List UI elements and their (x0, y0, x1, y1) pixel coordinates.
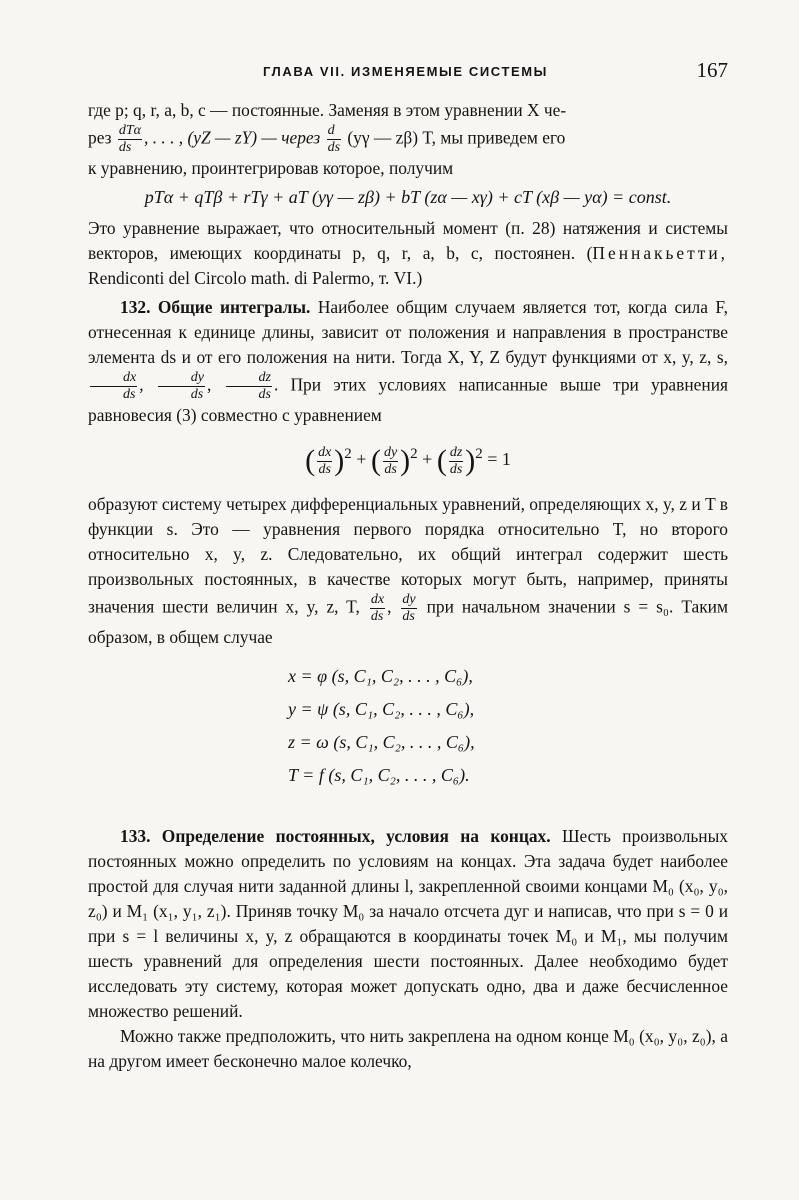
section-132-title: 132. Общие интегралы. (120, 297, 311, 317)
fraction-numerator: dz (226, 370, 272, 387)
text-fragment: , . . . , (yZ — zY) — через (144, 127, 321, 148)
fraction-denominator: ds (370, 609, 384, 624)
text-line: к уравнению, проинтегрировав которое, получим (88, 158, 454, 178)
text-fragment: Наиболее общим случаем является тот, когда сила F, отнесенная к единице длины, зависит от положения и направления в пространстве элемента ds и от его положения на нити. Тогда X, Y, Z будут функциями от x, y, z, s, (88, 297, 728, 367)
page-number: 167 (696, 58, 728, 82)
paragraph-four-equations: образуют систему четырех дифференциальных уравнений, определяющих x, y, z и T в функции s. Это — уравнения первого порядка относительно T, но второго относительно x, y, z. Следовательно, их общий интеграл содержит шесть произвольных постоянных, в качестве которых могут быть, например, приняты значения шести величин x, y, z, T, $\frac{dx}{ds}$ , $\frac{dy}{ds}$ при начальном значении s = s₀. Таким образом, в общем случае (88, 494, 728, 647)
paragraph-constants-line1 (88, 98, 728, 123)
fraction-numerator: dx (318, 444, 332, 460)
fraction-dy-ds (158, 370, 205, 403)
fraction-numerator: dx (370, 592, 385, 607)
fraction-d-ds (327, 123, 341, 156)
fraction-dx-ds (317, 445, 332, 478)
fraction-numerator: dx (90, 370, 137, 387)
fraction-denominator: ds (384, 461, 397, 477)
text-fragment: Можно также предположить, что нить закреплена на одном конце M₀ (x₀, y₀, z₀), а на другом имеет бесконечно малое колечко, (88, 1026, 728, 1071)
paragraph-ring-end (88, 1024, 728, 1074)
solution-x: x = φ (s, C₁, C₂, . . . , C₆), (288, 666, 473, 686)
fraction-numerator: dy (402, 592, 416, 607)
fraction-numerator: dy (158, 370, 205, 387)
page-body (88, 98, 728, 1074)
text-fragment: Rendiconti del Circolo math. di Palermo, т. VI.) (88, 268, 423, 288)
formula-rhs: = 1 (487, 449, 511, 470)
text-fragment: (yγ — zβ) T, мы приведем его (347, 127, 566, 148)
fraction-dy-ds (383, 445, 398, 478)
section-133-title: 133. Определение постоянных, условия на концах. (120, 826, 551, 846)
text-line: где p; q, r, a, b, c — постоянные. Заменяя в этом уравнении X че- (88, 100, 567, 120)
solution-z: z = ω (s, C₁, C₂, . . . , C₆), (288, 732, 475, 752)
fraction-denominator: ds (402, 609, 415, 624)
paragraph-constants-line3 (88, 156, 728, 181)
fraction-numerator: dz (449, 444, 463, 460)
fraction-numerator: dy (383, 444, 398, 460)
fraction-denominator: ds (123, 387, 136, 402)
fraction-numerator: dTα (118, 123, 141, 138)
fraction-denominator: ds (449, 461, 463, 477)
fraction-dz-ds (226, 370, 272, 403)
formula-integral-const: pTα + qTβ + rTγ + aT (yγ — zβ) + bT (zα — xγ) + cT (xβ — yα) = const. (144, 187, 672, 207)
fraction-denominator: ds (318, 461, 331, 477)
section-133 (88, 824, 728, 1024)
fraction-denominator: ds (327, 140, 341, 155)
running-title: ГЛАВА VII. ИЗМЕНЯЕМЫЕ СИСТЕМЫ (263, 64, 549, 79)
fraction-denominator: ds (118, 140, 132, 155)
fraction-numerator: d (327, 123, 341, 140)
text-fragment: при начальном значении s = s₀. Таким образом, в общем случае (88, 596, 728, 647)
fraction-denominator: ds (258, 387, 271, 402)
author-name: Пеннакьетти, (592, 243, 728, 263)
text-fragment: образуют систему четырех дифференциальных уравнений, определяющих x, y, z и T в функции s. Это — уравнения первого порядка относительно T, но второго относительно x, y, z. Следовательно, их общий интеграл содержит шесть произвольных постоянных, в качестве которых могут быть, например, приняты значения шести величин x, y, z, T, (88, 494, 728, 617)
solution-T: T = f (s, C₁, C₂, . . . , C₆). (288, 765, 470, 785)
formula-unit-tangent: ( $\frac{dx}{ds}$ )$^2$ + ( $\frac{dy}{ds}$ )$^2$ + ( $\frac{dz}{ds}$ )$^2$ = 1 (305, 444, 511, 477)
fraction-dy-ds (401, 592, 416, 625)
section-132: 132. Общие интегралы. Наиболее общим случаем является тот, когда сила F, отнесенная к единице длины, зависит от положения и направления в пространстве элемента ds и от его положения на нити. Тогда X, Y, Z будут функциями от x, y, z, s, $\frac{dx}{ds}$ , $\frac{dy}{ds}$ , $\frac{dz}{ds}$ . При этих условиях написанные выше три уравнения равновесия (3) совместно с уравнением (88, 297, 728, 425)
fraction-dx-ds (370, 592, 385, 625)
text-fragment: При этих условиях написанные выше три уравнения равновесия (3) совместно с уравнением (88, 374, 728, 425)
paragraph-constants-line2 (88, 123, 728, 156)
solution-y: y = ψ (s, C₁, C₂, . . . , C₆), (288, 699, 475, 719)
text-fragment: Это уравнение выражает, что относительный момент (п. 28) натяжения и системы векторов, имеющих координаты p, q, r, a, b, c, постоянен. ( (88, 218, 728, 263)
paragraph-relative-moment (88, 216, 728, 291)
fraction-dTalpha-ds (118, 123, 142, 156)
fraction-dx-ds (90, 370, 137, 403)
page-header (88, 58, 728, 84)
general-solution-list (288, 660, 728, 792)
text-fragment: Шесть произвольных постоянных можно определить по условиям на концах. Эта задача будет наиболее простой для случая нити заданной длины l, закрепленной своими концами M₀ (x₀, y₀, z₀) и M₁ (x₁, y₁, z₁). Приняв точку M₀ за начало отсчета дуг и написав, что при s = 0 и при s = l величины x, y, z обращаются в координаты точек M₀ и M₁, мы получим шесть уравнений для определения шести постоянных. Далее необходимо будет исследовать эту систему, которая может допускать одно, два и даже бесчисленное множество решений. (88, 826, 728, 1021)
fraction-dz-ds (449, 445, 463, 478)
fraction-denominator: ds (190, 387, 204, 402)
text-fragment: рез (88, 127, 112, 148)
